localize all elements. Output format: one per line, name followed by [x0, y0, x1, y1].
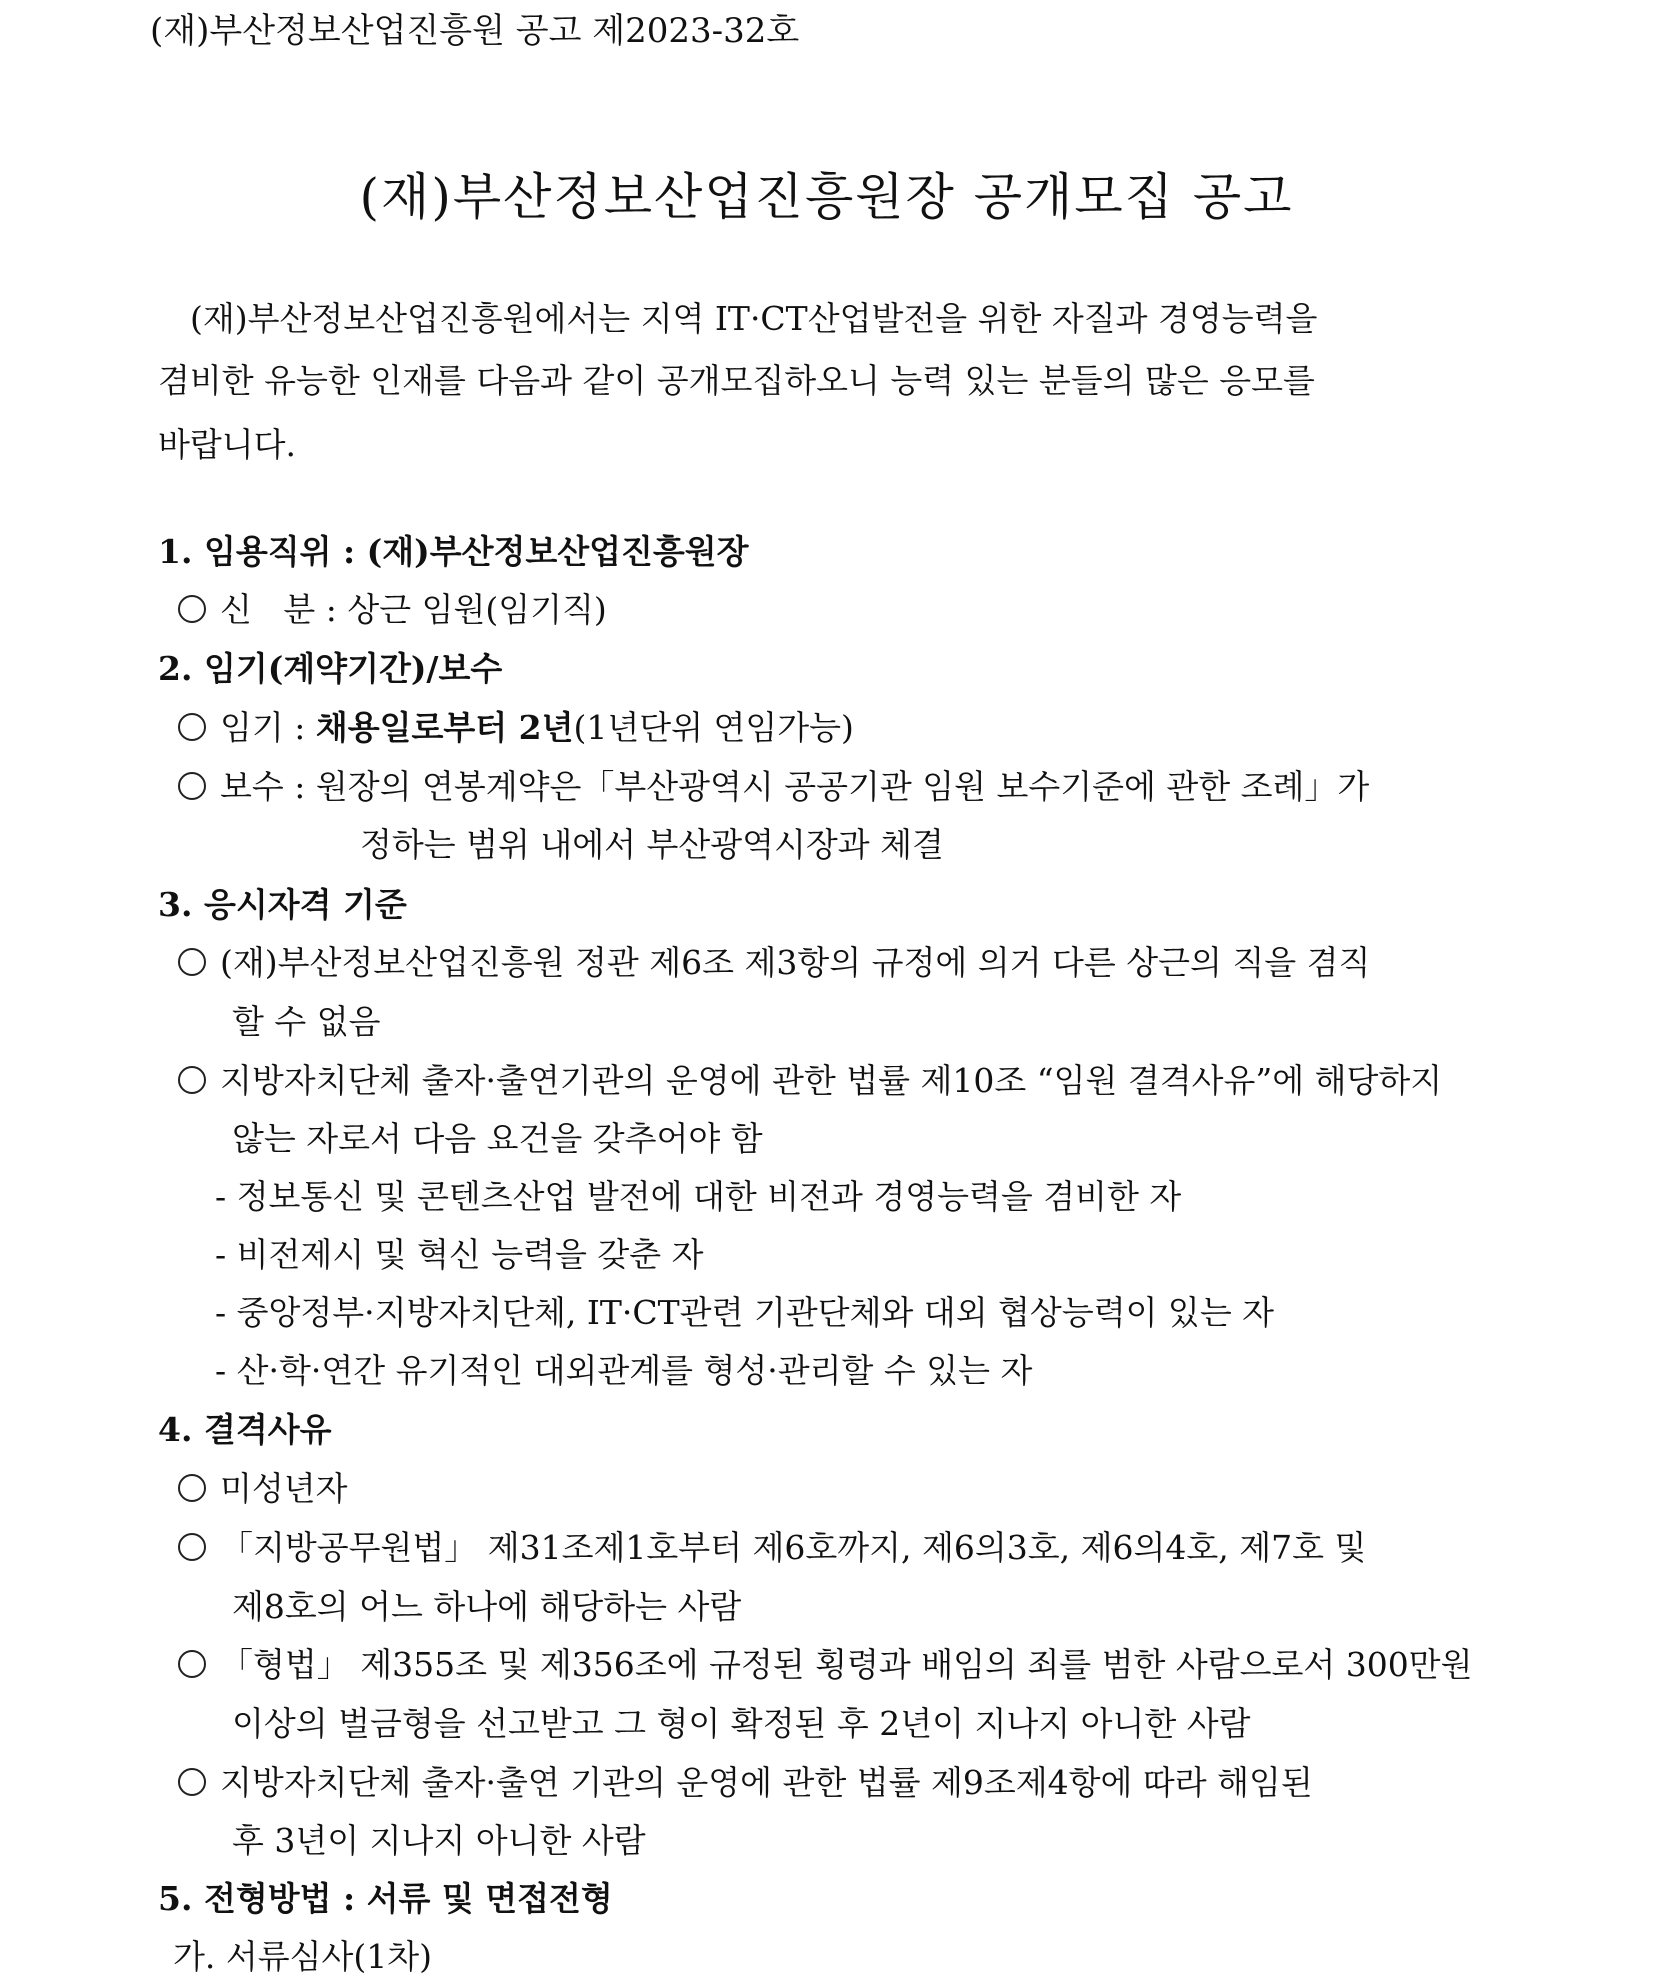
item-label: 임기 :: [220, 708, 316, 747]
section-1-heading: 1. 임용직위 : (재)부산정보산업진흥원장: [158, 532, 749, 571]
section-3-item-1-continuation: 할 수 없음: [232, 1002, 381, 1041]
section-4-item-1: [178, 1469, 348, 1508]
item-text: (재)부산정보산업진흥원 정관 제6조 제3항의 규정에 의거 다른 상근의 직을 겸직: [220, 943, 1371, 982]
section-4-item-4: [178, 1763, 1313, 1802]
section-5-heading: 5. 전형방법 : 서류 및 면접전형: [158, 1879, 613, 1918]
intro-line-2: 겸비한 유능한 인재를 다음과 같이 공개모집하오니 능력 있는 분들의 많은 응모를: [158, 361, 1315, 400]
circle-bullet-icon: [178, 1768, 206, 1796]
item-text: 지방자치단체 출자·출연 기관의 운영에 관한 법률 제9조제4항에 따라 해임된: [220, 1763, 1313, 1802]
section-1-item-1: [178, 590, 607, 629]
section-4-item-3-continuation: 이상의 벌금형을 선고받고 그 형이 확정된 후 2년이 지나지 아니한 사람: [232, 1704, 1251, 1743]
circle-bullet-icon: [178, 948, 206, 976]
item-text: 「지방공무원법」 제31조제1호부터 제6호까지, 제6의3호, 제6의4호, 제7호 및: [220, 1528, 1367, 1567]
section-2-item-2-continuation: 정하는 범위 내에서 부산광역시장과 체결: [360, 825, 944, 864]
section-4-item-3: [178, 1645, 1473, 1684]
section-4-item-2-continuation: 제8호의 어느 하나에 해당하는 사람: [232, 1587, 742, 1626]
item-text: 「형법」 제355조 및 제356조에 규정된 횡령과 배임의 죄를 범한 사람으로서 300만원: [220, 1645, 1473, 1684]
section-3-item-1: [178, 943, 1371, 982]
item-text: 원장의 연봉계약은「부산광역시 공공기관 임원 보수기준에 관한 조례」가: [315, 767, 1370, 806]
section-5-subheading: 가. 서류심사(1차): [173, 1937, 432, 1976]
item-bold-text: 채용일로부터 2년: [315, 708, 574, 747]
page-title: (재)부산정보산업진흥원장 공개모집 공고: [359, 168, 1294, 226]
section-4-item-4-continuation: 후 3년이 지나지 아니한 사람: [232, 1821, 646, 1860]
section-2-item-1: [178, 708, 854, 747]
section-3-subitem-2: - 비전제시 및 혁신 능력을 갖춘 자: [215, 1235, 704, 1274]
circle-bullet-icon: [178, 772, 206, 800]
item-label: 신 분 :: [220, 590, 348, 629]
circle-bullet-icon: [178, 1066, 206, 1094]
intro-line-3: 바랍니다.: [158, 425, 297, 464]
circle-bullet-icon: [178, 1533, 206, 1561]
item-label: 보수 :: [220, 767, 316, 806]
section-4-heading: 4. 결격사유: [158, 1410, 332, 1449]
circle-bullet-icon: [178, 595, 206, 623]
section-3-subitem-1: - 정보통신 및 콘텐츠산업 발전에 대한 비전과 경영능력을 겸비한 자: [215, 1177, 1182, 1216]
section-3-heading: 3. 응시자격 기준: [158, 885, 407, 924]
item-text: 미성년자: [220, 1469, 348, 1508]
item-text: (1년단위 연임가능): [573, 708, 854, 747]
notice-number: (재)부산정보산업진흥원 공고 제2023-32호: [150, 11, 800, 51]
section-3-subitem-3: - 중앙정부·지방자치단체, IT·CT관련 기관단체와 대외 협상능력이 있는 자: [215, 1293, 1275, 1332]
item-text: 상근 임원(임기직): [347, 590, 607, 629]
section-4-item-2: [178, 1528, 1367, 1567]
section-3-item-2-continuation: 않는 자로서 다음 요건을 갖추어야 함: [232, 1119, 763, 1158]
section-2-heading: 2. 임기(계약기간)/보수: [158, 649, 503, 688]
intro-line-1: (재)부산정보산업진흥원에서는 지역 IT·CT산업발전을 위한 자질과 경영능력을: [190, 299, 1318, 338]
circle-bullet-icon: [178, 1474, 206, 1502]
section-2-item-2: [178, 767, 1370, 806]
section-3-subitem-4: - 산·학·연간 유기적인 대외관계를 형성·관리할 수 있는 자: [215, 1351, 1033, 1390]
item-text: 지방자치단체 출자·출연기관의 운영에 관한 법률 제10조 “임원 결격사유”에 해당하지: [220, 1061, 1443, 1100]
circle-bullet-icon: [178, 713, 206, 741]
section-3-item-2: [178, 1061, 1443, 1100]
circle-bullet-icon: [178, 1650, 206, 1678]
